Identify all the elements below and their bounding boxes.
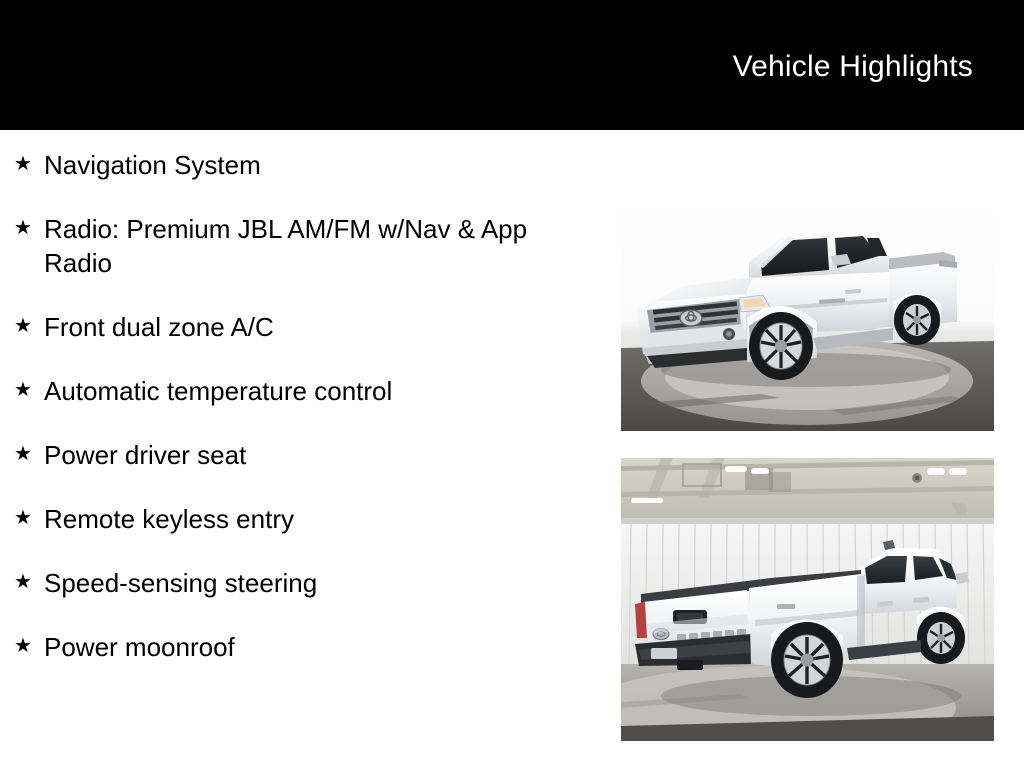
list-item [14, 148, 599, 182]
star-bullet-icon: ★ [14, 315, 32, 337]
star-bullet-icon: ★ [14, 507, 32, 529]
page-title: Vehicle Highlights [732, 50, 973, 83]
vehicle-photo-front-illustration [621, 198, 994, 431]
star-bullet-icon: ★ [14, 379, 32, 401]
feature-label: Front dual zone A/C [44, 312, 274, 342]
feature-label: Power moonroof [44, 632, 235, 662]
list-item [14, 630, 599, 664]
list-item [14, 374, 599, 408]
list-item [14, 212, 599, 280]
header-bar [0, 0, 1024, 130]
star-bullet-icon: ★ [14, 443, 32, 465]
star-bullet-icon: ★ [14, 635, 32, 657]
list-item [14, 566, 599, 600]
star-bullet-icon: ★ [14, 153, 32, 175]
list-item [14, 310, 599, 344]
star-bullet-icon: ★ [14, 217, 32, 239]
feature-label: Navigation System [44, 150, 261, 180]
feature-label: Remote keyless entry [44, 504, 294, 534]
feature-label: Radio: Premium JBL AM/FM w/Nav & App Radio [44, 214, 528, 278]
vehicle-photo-rear-three-quarter [621, 458, 994, 741]
vehicle-features-list [14, 148, 599, 664]
vehicle-photo-front-three-quarter [621, 198, 994, 431]
vehicle-photo-rear-illustration [621, 458, 994, 741]
feature-label: Automatic temperature control [44, 376, 393, 406]
list-item [14, 438, 599, 472]
list-item [14, 502, 599, 536]
feature-label: Power driver seat [44, 440, 247, 470]
feature-label: Speed-sensing steering [44, 568, 318, 598]
star-bullet-icon: ★ [14, 571, 32, 593]
